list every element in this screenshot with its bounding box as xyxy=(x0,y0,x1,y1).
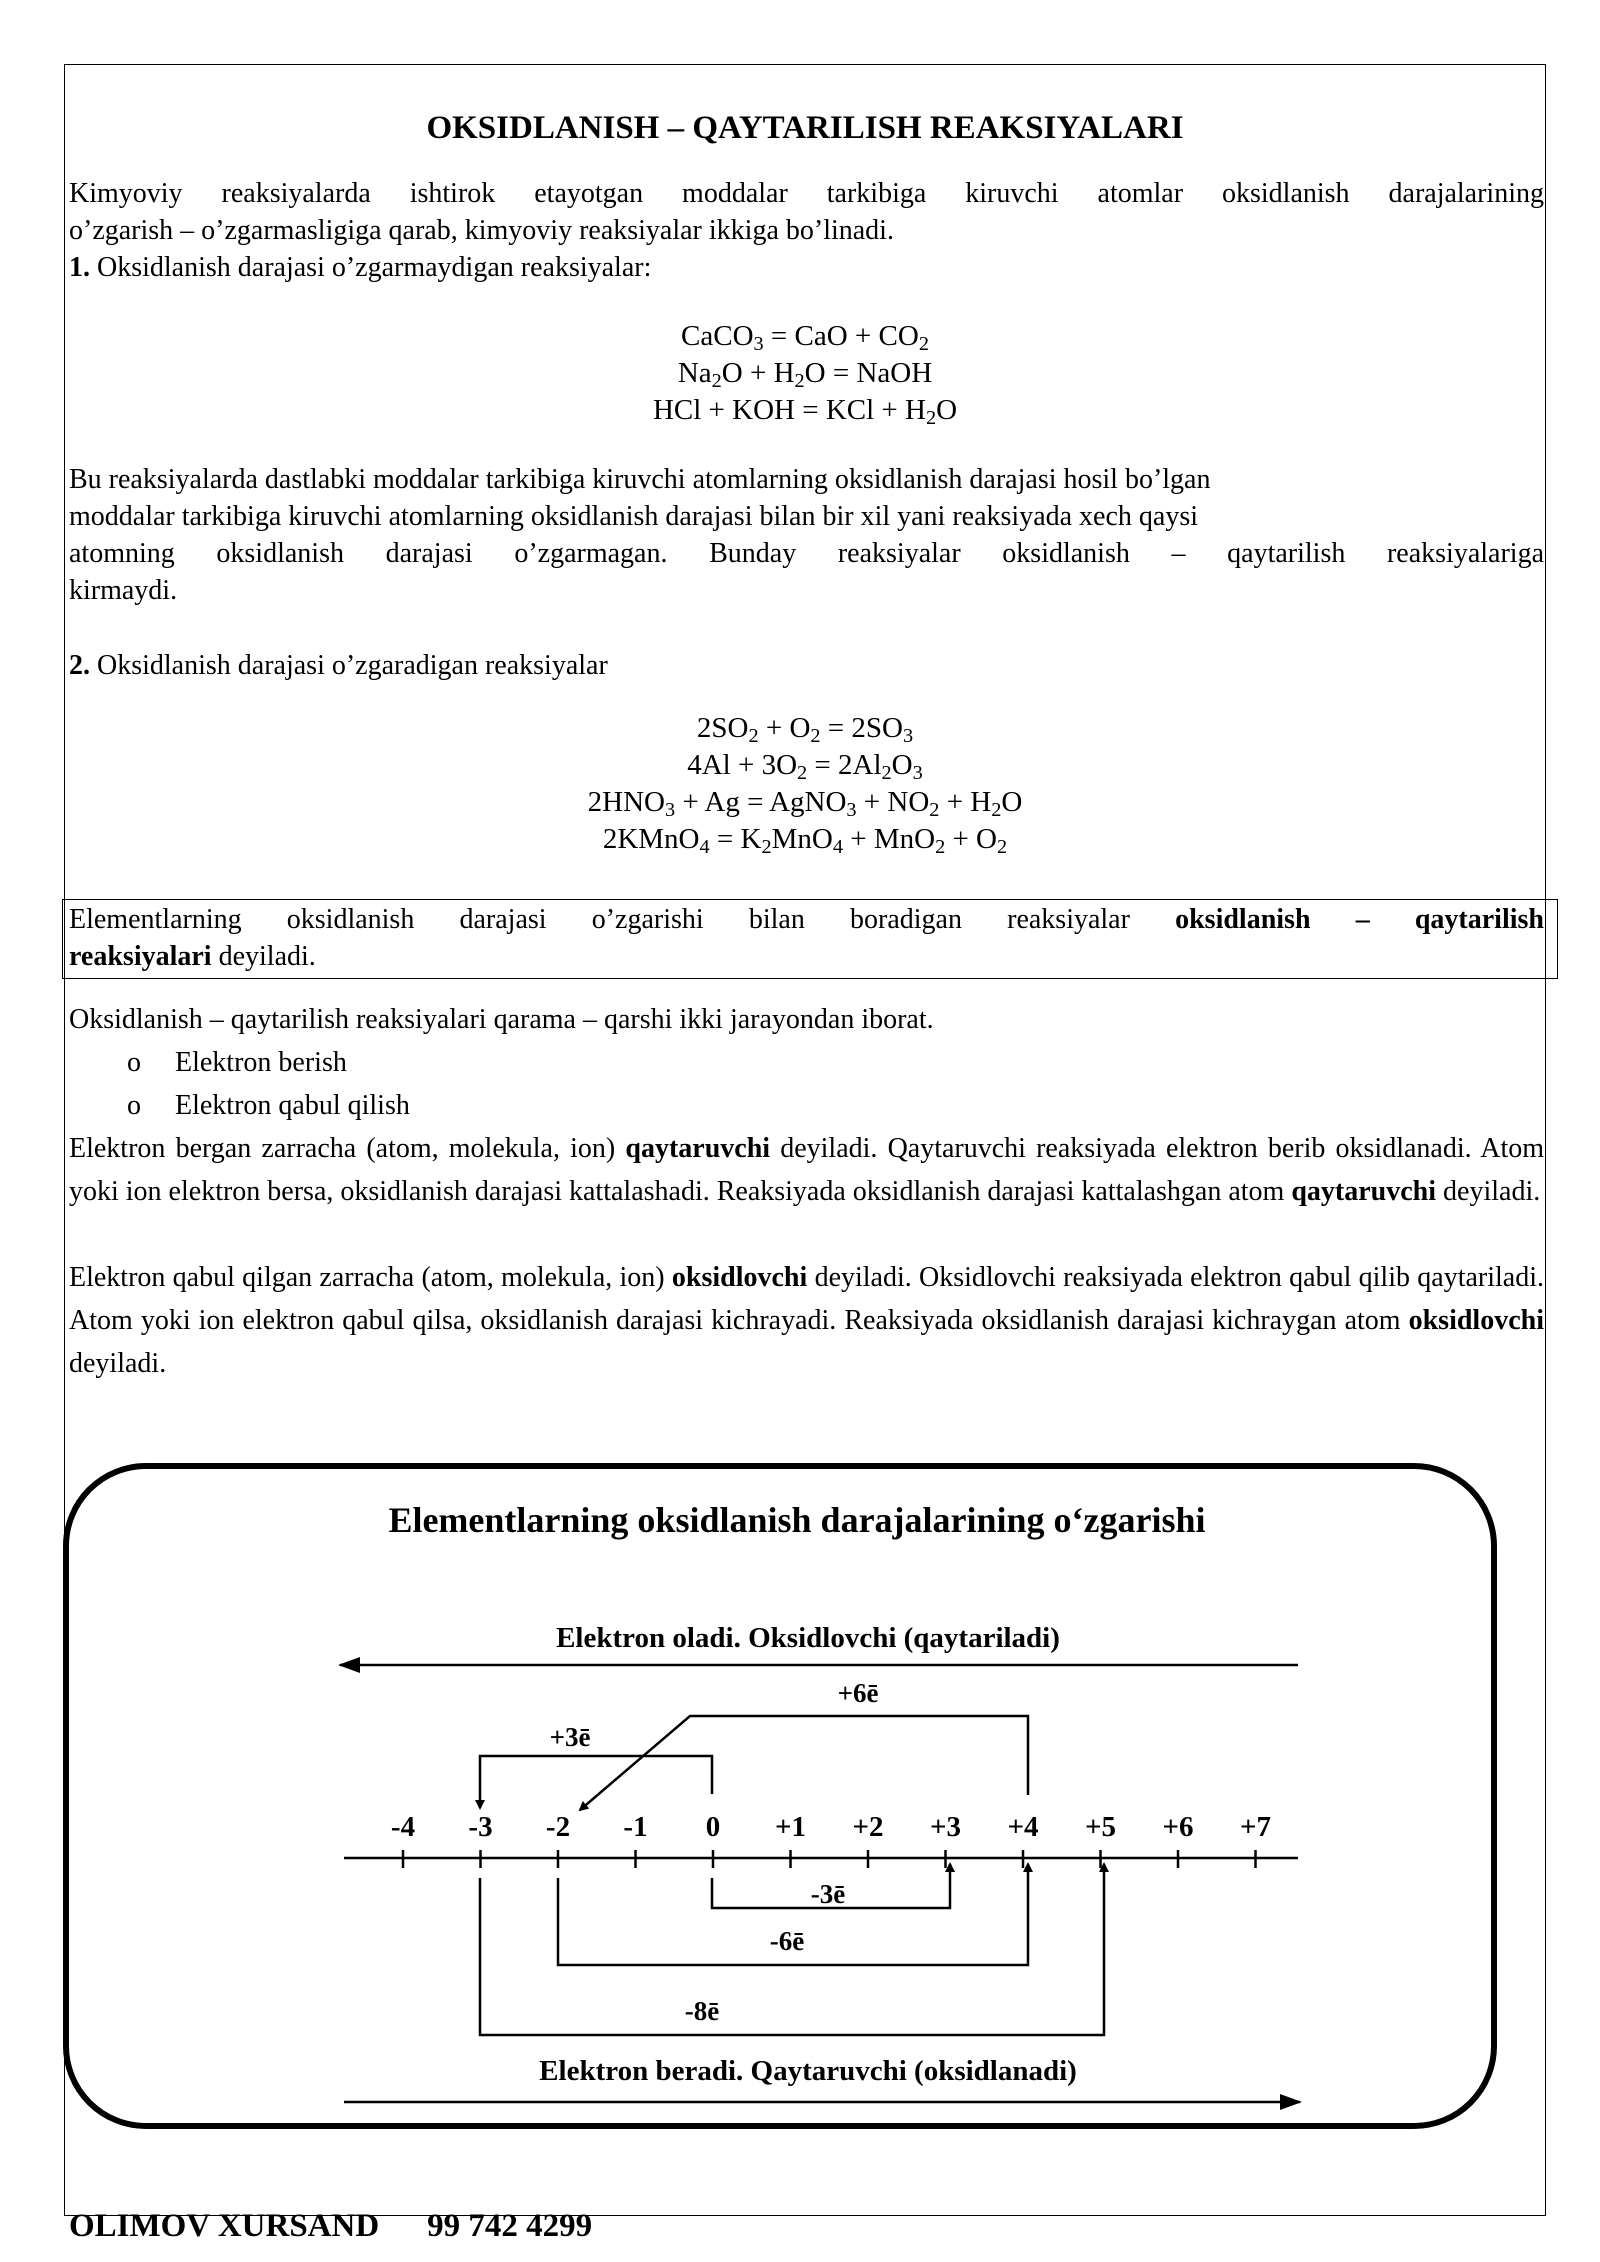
tick-label: +7 xyxy=(1239,1811,1272,1843)
section1-number: 1. xyxy=(69,252,90,283)
intro-paragraph xyxy=(69,175,1544,286)
footer xyxy=(69,2208,592,2245)
oxidizer-term: oksidlovchi xyxy=(1408,1305,1544,1336)
section1-heading xyxy=(69,249,1544,286)
equation: $2HNO_3 + Ag$ = AgNO$_3$ + $NO_2 + H_2O$ xyxy=(587,786,1023,822)
diagram-frame xyxy=(66,1466,1494,2126)
processes-list xyxy=(69,998,969,1127)
tick-label: +3 xyxy=(929,1811,962,1843)
section2-equations xyxy=(66,710,1544,858)
tick-label: +5 xyxy=(1084,1811,1117,1843)
equation: 2KMnO$_4$ = $K_2MnO_4 + MnO_2 + O_2$ xyxy=(602,823,1008,859)
author-name: OLIMOV XURSAND xyxy=(69,2208,380,2244)
loss-small-label: -3ē xyxy=(810,1879,846,1909)
section1-heading-text: Oksidlanish darajasi o’zgarmaydigan reaksiyalar: xyxy=(97,252,652,283)
definition-text: Elementlarning oksidlanish darajasi o’zgarishi bilan boradigan reaksiyalar oksidlanish – qaytarilish reaksiyalari deyiladi. xyxy=(69,904,1544,972)
equation: $2SO_2 + O_2 = 2SO_3$ xyxy=(696,712,914,748)
tick-label: 0 xyxy=(705,1811,721,1843)
page-title: OKSIDLANISH – QAYTARILISH REAKSIYALARI xyxy=(426,110,1184,146)
list-item: o Elektron qabul qilish xyxy=(69,1084,969,1127)
equation: $Na_2O + H_2O$ = NaOH xyxy=(677,357,933,393)
reducer-term: qaytaruvchi xyxy=(1291,1176,1437,1207)
oxidizer-term: oksidlovchi xyxy=(671,1262,808,1293)
section1-equations xyxy=(66,318,1544,429)
equation: CaCO$_3$ = CaO + $CO_2$ xyxy=(681,320,929,356)
bottom-label: Elektron beradi. Qaytaruvchi (oksidlanadi) xyxy=(539,2055,1077,2087)
gain-small-label: +3ē xyxy=(549,1722,591,1752)
loss-medium-label: -6ē xyxy=(769,1926,805,1956)
bullet-icon: o xyxy=(127,1090,141,1121)
tick-label: -3 xyxy=(468,1811,493,1843)
intro-line-2: o’zgarish – o’zgarmasligiga qarab, kimyoviy reaksiyalar ikkiga bo’linadi. xyxy=(69,215,894,246)
tick-label: +6 xyxy=(1162,1811,1194,1843)
reducer-term: qaytaruvchi xyxy=(625,1133,771,1164)
bullet-icon: o xyxy=(127,1047,141,1078)
diagram-title: Elementlarning oksidlanish darajalarining o‘zgarishi xyxy=(388,1500,1206,1540)
tick-label: -4 xyxy=(390,1811,416,1843)
phone-number: 99 742 4299 xyxy=(427,2208,593,2244)
gain-large-label: +6ē xyxy=(837,1678,879,1708)
equation: $4Al + 3O_2 = 2Al_2O_3$ xyxy=(687,749,923,785)
explanation-line: kirmaydi. xyxy=(69,575,178,606)
reducer-paragraph: Elektron bergan zarracha (atom, molekula, ion) qaytaruvchi deyiladi. Qaytaruvchi reaksiyada elektron berib oksidlanadi. Atom yoki ion elektron bersa, oksidlanish darajasi kattalashadi. Reaksiyada oksidlanish darajasi kattalashgan atom qaytaruvchi deyiladi. xyxy=(69,1133,1545,1207)
section2-heading-text: Oksidlanish darajasi o’zgaradigan reaksiyalar xyxy=(97,650,608,681)
section2-heading xyxy=(69,647,1544,684)
oxidizer-paragraph: Elektron qabul qilgan zarracha (atom, molekula, ion) oksidlovchi deyiladi. Oksidlovchi reaksiyada elektron qabul qilib qaytariladi. Atom yoki ion elektron qabul qilsa, oksidlanish darajasi kichrayadi. Reaksiyada oksidlanish darajasi kichraygan atom oksidlovchi deyiladi. xyxy=(69,1262,1544,1379)
section1-explanation xyxy=(69,461,1544,609)
tick-label: +2 xyxy=(852,1811,884,1843)
top-label: Elektron oladi. Oksidlovchi (qaytariladi) xyxy=(556,1622,1060,1654)
processes-intro: Oksidlanish – qaytarilish reaksiyalari qarama – qarshi ikki jarayondan iborat. xyxy=(69,1004,934,1035)
oxidation-state-diagram xyxy=(62,1462,1498,2130)
tick-label: -2 xyxy=(545,1811,571,1843)
equation: HCl + KOH = KCl + $H_2O$ xyxy=(652,394,958,430)
loss-large-label: -8ē xyxy=(684,1996,720,2026)
list-item: o Elektron berish xyxy=(69,1041,969,1084)
explanation-line: atomning oksidlanish darajasi o’zgarmagan. Bunday reaksiyalar oksidlanish – qaytarilish reaksiyalariga xyxy=(69,538,1544,569)
section2-number: 2. xyxy=(69,650,90,681)
tick-label: +1 xyxy=(774,1811,807,1843)
definition-term: oksidlanish – qaytarilish xyxy=(1175,904,1544,935)
tick-label: +4 xyxy=(1007,1811,1039,1843)
definition-term-cont: reaksiyalari xyxy=(69,941,212,972)
tick-label: -1 xyxy=(623,1811,648,1843)
explanation-line: Bu reaksiyalarda dastlabki moddalar tarkibiga kiruvchi atomlarning oksidlanish darajasi hosil bo’lgan xyxy=(69,464,1211,495)
explanation-line: moddalar tarkibiga kiruvchi atomlarning oksidlanish darajasi bilan bir xil yani reaksiyada xech qaysi xyxy=(69,501,1199,532)
intro-line-1: Kimyoviy reaksiyalarda ishtirok etayotgan moddalar tarkibiga kiruvchi atomlar oksidlanish darajalarining xyxy=(69,178,1544,209)
